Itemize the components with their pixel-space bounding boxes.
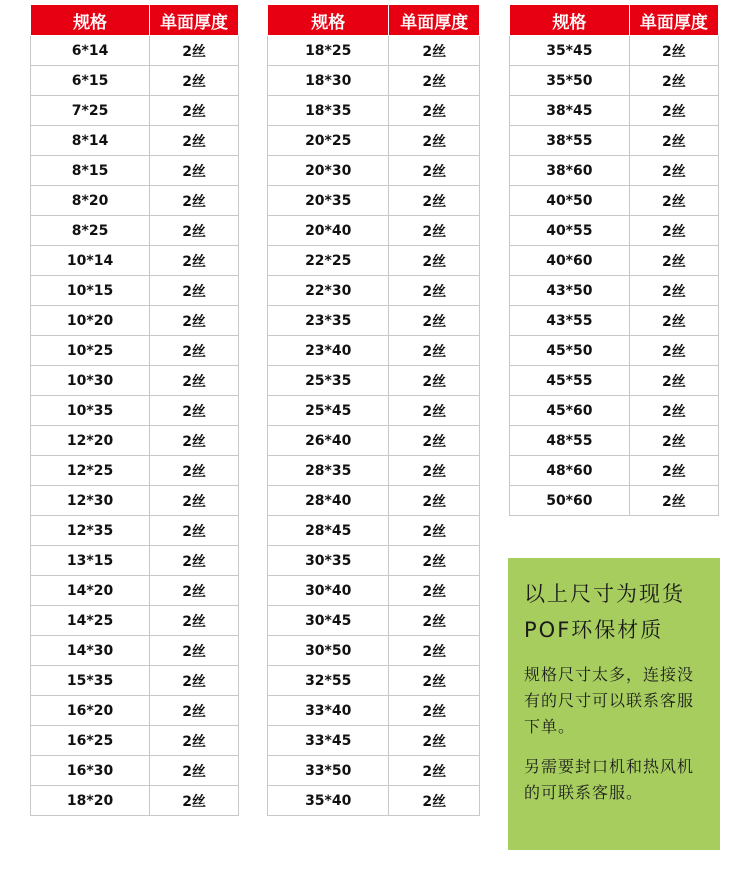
- size-cell: 28*45: [268, 516, 389, 546]
- size-cell: 14*30: [31, 636, 150, 666]
- thickness-cell: 2丝: [150, 36, 239, 66]
- table-row: [510, 126, 719, 156]
- note-material-line: POF环保材质: [524, 618, 664, 642]
- size-cell: 6*14: [31, 36, 150, 66]
- size-cell: 20*40: [268, 216, 389, 246]
- thickness-cell: 2丝: [150, 756, 239, 786]
- thickness-cell: 2丝: [150, 516, 239, 546]
- thickness-cell: 2丝: [389, 606, 480, 636]
- size-cell: 45*55: [510, 366, 630, 396]
- thickness-cell: 2丝: [629, 456, 718, 486]
- size-cell: 18*35: [268, 96, 389, 126]
- thickness-cell: 2丝: [150, 456, 239, 486]
- size-cell: 40*60: [510, 246, 630, 276]
- thickness-cell: 2丝: [150, 156, 239, 186]
- size-cell: 43*50: [510, 276, 630, 306]
- thickness-cell: 2丝: [629, 36, 718, 66]
- table-row: [268, 216, 480, 246]
- size-table-2: [267, 4, 480, 816]
- thickness-cell: 2丝: [389, 486, 480, 516]
- thickness-cell: 2丝: [629, 246, 718, 276]
- note-stock-line: 以上尺寸为现货: [524, 582, 685, 606]
- table-row: [510, 246, 719, 276]
- thickness-cell: 2丝: [150, 366, 239, 396]
- thickness-cell: 2丝: [389, 516, 480, 546]
- table-row: [510, 156, 719, 186]
- thickness-cell: 2丝: [389, 36, 480, 66]
- table-row: [510, 366, 719, 396]
- table-row: [268, 606, 480, 636]
- size-cell: 30*50: [268, 636, 389, 666]
- table-row: [31, 756, 239, 786]
- table-header-row: [268, 5, 480, 36]
- size-cell: 10*15: [31, 276, 150, 306]
- table-row: [31, 96, 239, 126]
- table-row: [31, 396, 239, 426]
- table-row: [31, 366, 239, 396]
- size-cell: 10*35: [31, 396, 150, 426]
- table-row: [268, 696, 480, 726]
- table-header-row: [31, 5, 239, 36]
- thickness-cell: 2丝: [150, 546, 239, 576]
- size-cell: 48*60: [510, 456, 630, 486]
- table-row: [31, 156, 239, 186]
- table-row: [268, 246, 480, 276]
- table-row: [510, 36, 719, 66]
- size-cell: 18*20: [31, 786, 150, 816]
- size-cell: 10*30: [31, 366, 150, 396]
- size-cell: 18*25: [268, 36, 389, 66]
- header-size: 规格: [31, 5, 150, 36]
- table-row: [31, 186, 239, 216]
- table-row: [510, 96, 719, 126]
- thickness-cell: 2丝: [150, 666, 239, 696]
- thickness-cell: 2丝: [389, 216, 480, 246]
- size-cell: 35*45: [510, 36, 630, 66]
- table-row: [510, 336, 719, 366]
- thickness-cell: 2丝: [150, 426, 239, 456]
- table-row: [510, 426, 719, 456]
- table-row: [510, 276, 719, 306]
- thickness-cell: 2丝: [629, 186, 718, 216]
- thickness-cell: 2丝: [150, 576, 239, 606]
- thickness-cell: 2丝: [389, 756, 480, 786]
- table-row: [268, 666, 480, 696]
- thickness-cell: 2丝: [629, 216, 718, 246]
- size-cell: 33*40: [268, 696, 389, 726]
- table-row: [31, 486, 239, 516]
- size-cell: 30*40: [268, 576, 389, 606]
- size-cell: 12*35: [31, 516, 150, 546]
- size-cell: 8*15: [31, 156, 150, 186]
- table-row: [31, 786, 239, 816]
- thickness-cell: 2丝: [629, 366, 718, 396]
- table-row: [268, 726, 480, 756]
- size-cell: 35*40: [268, 786, 389, 816]
- size-cell: 50*60: [510, 486, 630, 516]
- table-row: [268, 576, 480, 606]
- size-cell: 7*25: [31, 96, 150, 126]
- table-row: [268, 546, 480, 576]
- size-cell: 38*60: [510, 156, 630, 186]
- header-thickness: 单面厚度: [150, 5, 239, 36]
- size-cell: 8*20: [31, 186, 150, 216]
- size-cell: 23*35: [268, 306, 389, 336]
- note-machine-contact: 另需要封口机和热风机的可联系客服。: [524, 757, 695, 802]
- size-cell: 32*55: [268, 666, 389, 696]
- thickness-cell: 2丝: [150, 246, 239, 276]
- thickness-cell: 2丝: [389, 246, 480, 276]
- size-cell: 13*15: [31, 546, 150, 576]
- size-cell: 10*25: [31, 336, 150, 366]
- table-header-row: [510, 5, 719, 36]
- table-row: [268, 366, 480, 396]
- thickness-cell: 2丝: [389, 726, 480, 756]
- size-cell: 14*25: [31, 606, 150, 636]
- table-row: [510, 216, 719, 246]
- size-cell: 40*50: [510, 186, 630, 216]
- thickness-cell: 2丝: [389, 186, 480, 216]
- thickness-cell: 2丝: [150, 396, 239, 426]
- size-cell: 35*50: [510, 66, 630, 96]
- size-cell: 30*35: [268, 546, 389, 576]
- table-row: [268, 756, 480, 786]
- thickness-cell: 2丝: [150, 216, 239, 246]
- size-cell: 48*55: [510, 426, 630, 456]
- thickness-cell: 2丝: [629, 276, 718, 306]
- table-row: [268, 96, 480, 126]
- table-row: [31, 456, 239, 486]
- table-row: [268, 486, 480, 516]
- thickness-cell: 2丝: [150, 606, 239, 636]
- thickness-cell: 2丝: [389, 546, 480, 576]
- table-row: [268, 276, 480, 306]
- size-cell: 14*20: [31, 576, 150, 606]
- size-cell: 25*45: [268, 396, 389, 426]
- thickness-cell: 2丝: [389, 96, 480, 126]
- table-row: [31, 666, 239, 696]
- thickness-cell: 2丝: [150, 306, 239, 336]
- size-cell: 18*30: [268, 66, 389, 96]
- thickness-cell: 2丝: [150, 186, 239, 216]
- header-thickness: 单面厚度: [629, 5, 718, 36]
- size-cell: 43*55: [510, 306, 630, 336]
- thickness-cell: 2丝: [389, 636, 480, 666]
- table-row: [268, 456, 480, 486]
- header-size: 规格: [268, 5, 389, 36]
- table-row: [268, 156, 480, 186]
- size-cell: 12*25: [31, 456, 150, 486]
- size-cell: 33*45: [268, 726, 389, 756]
- size-cell: 20*30: [268, 156, 389, 186]
- thickness-cell: 2丝: [629, 396, 718, 426]
- thickness-cell: 2丝: [389, 126, 480, 156]
- table-row: [510, 306, 719, 336]
- table-row: [31, 696, 239, 726]
- size-cell: 20*35: [268, 186, 389, 216]
- table-row: [268, 516, 480, 546]
- thickness-cell: 2丝: [629, 426, 718, 456]
- size-cell: 45*50: [510, 336, 630, 366]
- thickness-cell: 2丝: [389, 396, 480, 426]
- thickness-cell: 2丝: [150, 66, 239, 96]
- table-row: [31, 246, 239, 276]
- size-cell: 8*14: [31, 126, 150, 156]
- table-row: [31, 726, 239, 756]
- thickness-cell: 2丝: [629, 126, 718, 156]
- thickness-cell: 2丝: [389, 666, 480, 696]
- table-row: [31, 426, 239, 456]
- size-cell: 16*25: [31, 726, 150, 756]
- thickness-cell: 2丝: [629, 156, 718, 186]
- table-row: [268, 126, 480, 156]
- table-row: [31, 636, 239, 666]
- table-row: [31, 126, 239, 156]
- note-custom-order: 规格尺寸太多，连接没有的尺寸可以联系客服下单。: [524, 665, 695, 736]
- size-cell: 16*20: [31, 696, 150, 726]
- size-cell: 30*45: [268, 606, 389, 636]
- table-row: [31, 36, 239, 66]
- table-row: [31, 66, 239, 96]
- thickness-cell: 2丝: [150, 336, 239, 366]
- size-cell: 38*45: [510, 96, 630, 126]
- size-cell: 28*40: [268, 486, 389, 516]
- header-size: 规格: [510, 5, 630, 36]
- thickness-cell: 2丝: [150, 726, 239, 756]
- table-row: [31, 576, 239, 606]
- table-row: [268, 426, 480, 456]
- size-table-1: [30, 4, 239, 816]
- thickness-cell: 2丝: [150, 696, 239, 726]
- thickness-cell: 2丝: [629, 486, 718, 516]
- thickness-cell: 2丝: [629, 306, 718, 336]
- thickness-cell: 2丝: [629, 96, 718, 126]
- size-cell: 22*30: [268, 276, 389, 306]
- size-cell: 6*15: [31, 66, 150, 96]
- thickness-cell: 2丝: [150, 486, 239, 516]
- thickness-cell: 2丝: [389, 366, 480, 396]
- size-cell: 40*55: [510, 216, 630, 246]
- table-row: [268, 186, 480, 216]
- size-cell: 45*60: [510, 396, 630, 426]
- thickness-cell: 2丝: [150, 786, 239, 816]
- table-row: [510, 486, 719, 516]
- thickness-cell: 2丝: [389, 786, 480, 816]
- table-row: [510, 456, 719, 486]
- size-cell: 8*25: [31, 216, 150, 246]
- table-row: [268, 336, 480, 366]
- size-table-3: [509, 4, 719, 516]
- thickness-cell: 2丝: [150, 636, 239, 666]
- size-cell: 25*35: [268, 366, 389, 396]
- thickness-cell: 2丝: [389, 306, 480, 336]
- table-row: [31, 336, 239, 366]
- size-cell: 28*35: [268, 456, 389, 486]
- table-row: [31, 306, 239, 336]
- thickness-cell: 2丝: [389, 696, 480, 726]
- size-cell: 23*40: [268, 336, 389, 366]
- size-cell: 12*30: [31, 486, 150, 516]
- thickness-cell: 2丝: [150, 276, 239, 306]
- thickness-cell: 2丝: [389, 426, 480, 456]
- table-row: [31, 516, 239, 546]
- thickness-cell: 2丝: [389, 336, 480, 366]
- table-row: [31, 216, 239, 246]
- size-cell: 26*40: [268, 426, 389, 456]
- table-row: [268, 66, 480, 96]
- table-row: [510, 66, 719, 96]
- thickness-cell: 2丝: [389, 276, 480, 306]
- size-cell: 15*35: [31, 666, 150, 696]
- thickness-cell: 2丝: [389, 576, 480, 606]
- table-row: [268, 636, 480, 666]
- table-row: [31, 606, 239, 636]
- thickness-cell: 2丝: [629, 336, 718, 366]
- size-cell: 12*20: [31, 426, 150, 456]
- table-row: [268, 786, 480, 816]
- size-cell: 16*30: [31, 756, 150, 786]
- thickness-cell: 2丝: [150, 96, 239, 126]
- size-cell: 38*55: [510, 126, 630, 156]
- thickness-cell: 2丝: [629, 66, 718, 96]
- size-cell: 22*25: [268, 246, 389, 276]
- thickness-cell: 2丝: [389, 456, 480, 486]
- table-row: [268, 36, 480, 66]
- size-cell: 10*14: [31, 246, 150, 276]
- header-thickness: 单面厚度: [389, 5, 480, 36]
- table-row: [268, 306, 480, 336]
- table-row: [31, 276, 239, 306]
- info-note-box: [508, 558, 720, 850]
- thickness-cell: 2丝: [389, 66, 480, 96]
- thickness-cell: 2丝: [150, 126, 239, 156]
- size-cell: 33*50: [268, 756, 389, 786]
- size-cell: 10*20: [31, 306, 150, 336]
- thickness-cell: 2丝: [389, 156, 480, 186]
- size-cell: 20*25: [268, 126, 389, 156]
- table-row: [268, 396, 480, 426]
- table-row: [510, 396, 719, 426]
- table-row: [510, 186, 719, 216]
- table-row: [31, 546, 239, 576]
